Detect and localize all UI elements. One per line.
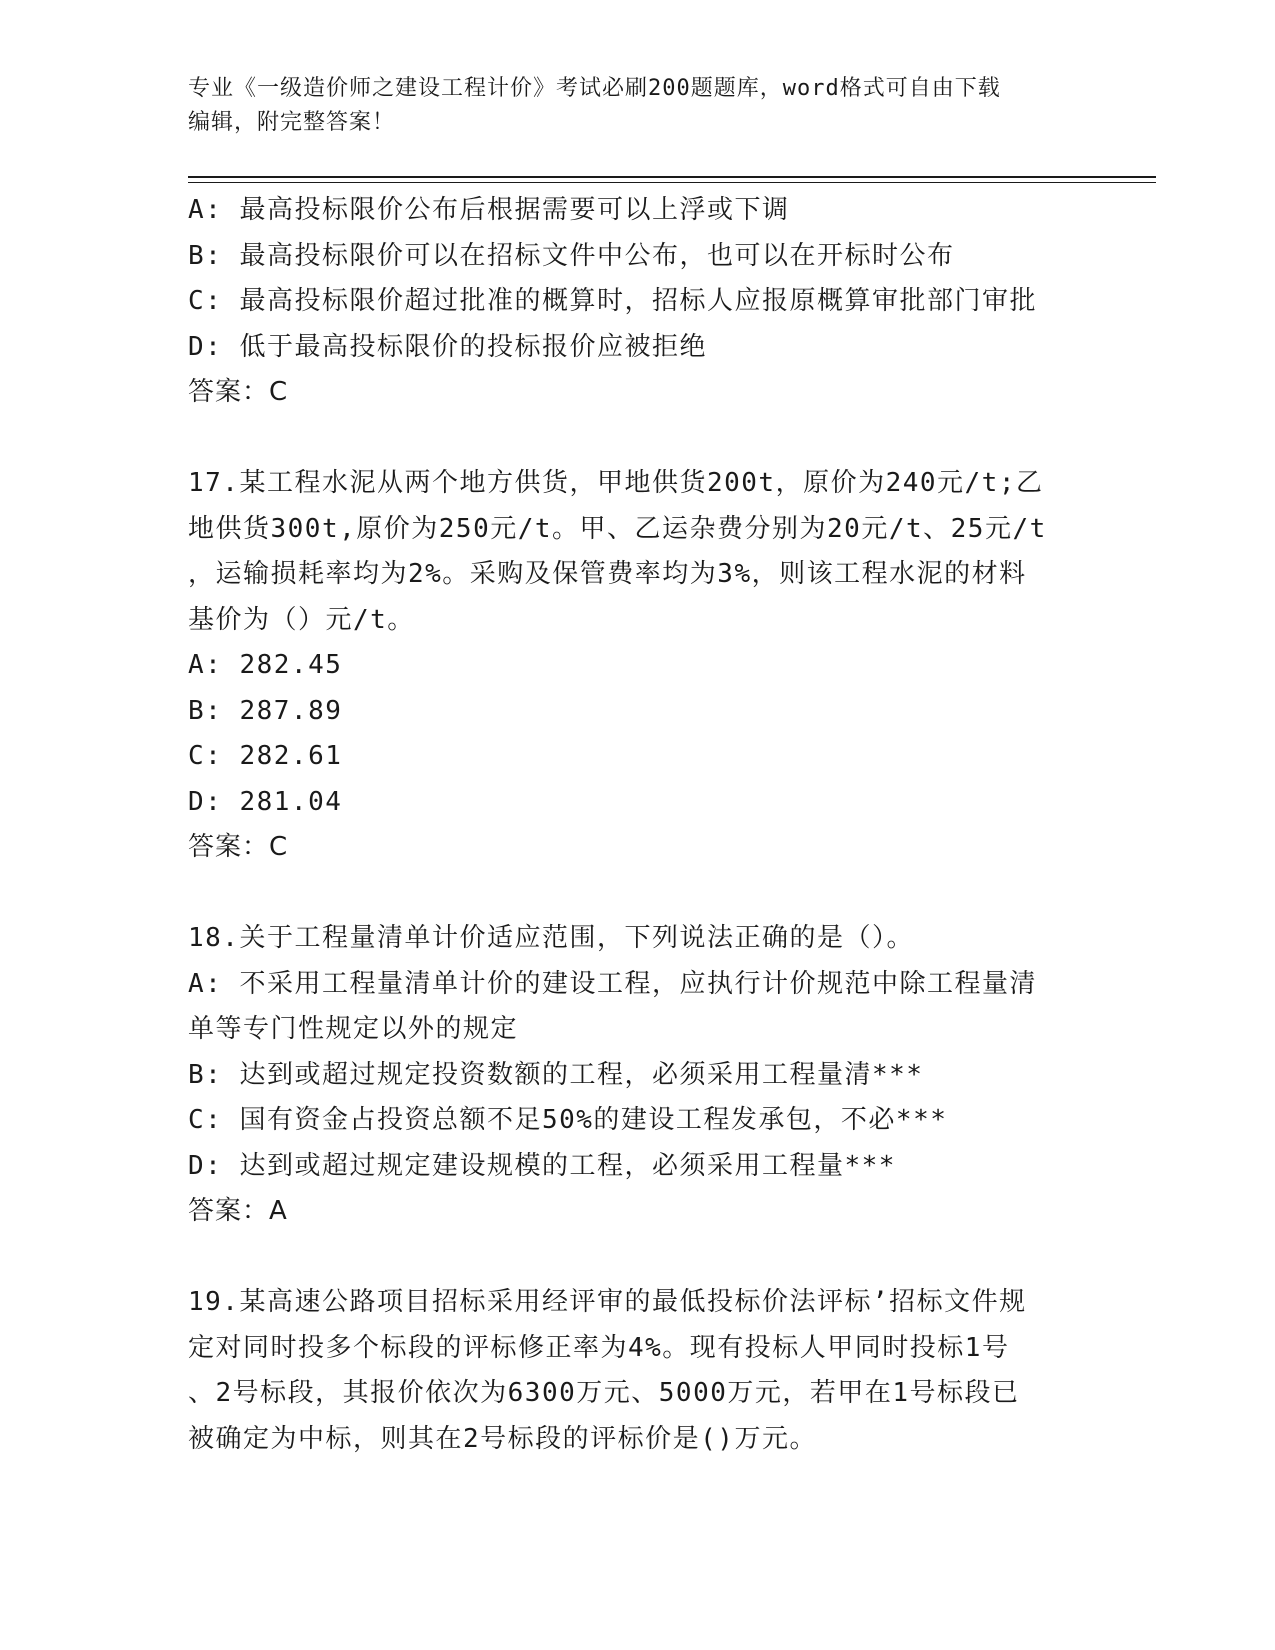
question-19 [188,1280,1088,1462]
q17-option-c: C: 282.61 [188,741,343,771]
q17-stem-line-2: 地供货300t,原价为250元/t。甲、乙运杂费分别为20元/t、25元/t [188,513,1047,544]
question-18 [188,916,1088,1235]
q18-option-c: C: 国有资金占投资总额不足50%的建设工程发承包，不必*** [188,1105,948,1135]
q18-option-a-line-1: A: 不采用工程量清单计价的建设工程，应执行计价规范中除工程量清 [188,968,1037,999]
question-content [188,188,1088,1462]
q19-stem-line-1: 19.某高速公路项目招标采用经评审的最低投标价法评标’招标文件规 [188,1287,1027,1317]
q17-stem-line-3: ，运输损耗率均为2%。采购及保管费率均为3%，则该工程水泥的材料 [188,559,1027,589]
q17-option-b: B: 287.89 [188,695,343,726]
document-header [188,72,1088,140]
q16-option-a: A: 最高投标限价公布后根据需要可以上浮或下调 [188,195,790,225]
q18-option-d: D: 达到或超过规定建设规模的工程，必须采用工程量*** [188,1150,896,1181]
q17-stem-line-4: 基价为（）元/t。 [188,604,415,635]
q16-option-c: C: 最高投标限价超过批准的概算时，招标人应报原概算审批部门审批 [188,286,1037,316]
question-17 [188,461,1088,871]
header-divider-thin [188,182,1156,183]
spacer [188,416,1088,462]
q18-stem-line-1: 18.关于工程量清单计价适应范围，下列说法正确的是（）。 [188,923,914,953]
spacer [188,1235,1088,1281]
q17-option-d: D: 281.04 [188,786,343,817]
q17-stem-line-1: 17.某工程水泥从两个地方供货，甲地供货200t，原价为240元/t;乙 [188,468,1044,498]
q19-stem-line-4: 被确定为中标，则其在2号标段的评标价是()万元。 [188,1423,817,1454]
q16-option-d: D: 低于最高投标限价的投标报价应被拒绝 [188,331,707,362]
q19-stem-line-3: 、2号标段，其报价依次为6300万元、5000万元，若甲在1号标段已 [188,1378,1020,1408]
question-16 [188,188,1088,416]
q16-option-b: B: 最高投标限价可以在招标文件中公布，也可以在开标时公布 [188,240,955,271]
header-line-1: 专业《一级造价师之建设工程计价》考试必刷200题题库，word格式可自由下载 [188,76,1001,101]
q17-option-a: A: 282.45 [188,650,343,680]
q18-option-a-line-2: 单等专门性规定以外的规定 [188,1014,519,1044]
spacer [188,871,1088,917]
q19-stem-line-2: 定对同时投多个标段的评标修正率为4%。现有投标人甲同时投标1号 [188,1332,1010,1363]
header-line-2: 编辑，附完整答案！ [188,110,396,135]
q17-answer: 答案：C [188,832,289,862]
q18-answer: 答案：A [188,1196,288,1226]
q18-option-b: B: 达到或超过规定投资数额的工程，必须采用工程量清*** [188,1059,924,1090]
header-divider-thick [188,176,1156,178]
q16-answer: 答案：C [188,377,289,407]
